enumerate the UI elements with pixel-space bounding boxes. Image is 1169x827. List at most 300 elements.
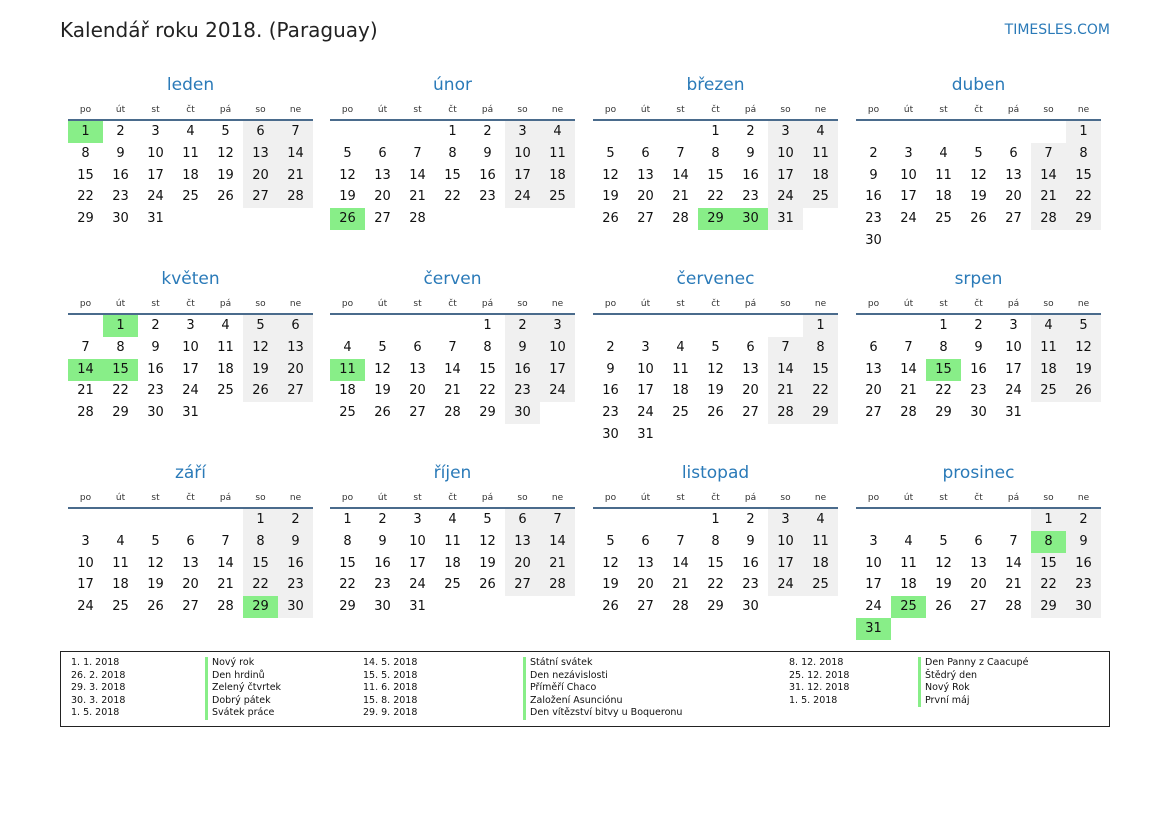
day-cell: 30 (278, 596, 313, 618)
month-leden (68, 75, 313, 265)
day-cell: 25 (1031, 380, 1066, 402)
day-cell: 6 (641, 145, 650, 161)
weekday-label: pá (744, 299, 757, 309)
day-cell: 12 (602, 167, 619, 183)
day-cell: 18 (339, 383, 356, 399)
weekday-label: ne (289, 493, 302, 503)
day-cell: 22 (707, 577, 724, 593)
day-cell: 4 (803, 509, 838, 531)
day-cell: 30 (1066, 596, 1101, 618)
day-cell: 26 (217, 189, 234, 205)
day-cell: 11 (803, 531, 838, 553)
day-cell: 5 (939, 533, 948, 549)
day-cell: 22 (1066, 186, 1101, 208)
day-cell: 26 (479, 577, 496, 593)
day-cell: 5 (378, 339, 387, 355)
day-cell: 31 (147, 211, 164, 227)
month-červenec (593, 269, 838, 459)
day-cell: 7 (413, 145, 422, 161)
day-cell: 23 (865, 211, 882, 227)
month-listopad (593, 463, 838, 653)
day-cell: 10 (182, 339, 199, 355)
day-cell: 18 (1031, 359, 1066, 381)
day-cell: 22 (243, 574, 278, 596)
day-cell: 17 (1005, 361, 1022, 377)
weekday-label: pá (1007, 105, 1020, 115)
day-cell: 18 (672, 383, 689, 399)
day-cell: 30 (505, 402, 540, 424)
legend-holiday-name: Den nezávislosti (530, 669, 608, 681)
day-cell: 25 (672, 405, 689, 421)
weekday-label: so (517, 105, 528, 115)
legend-date: 14. 5. 2018 (363, 657, 418, 668)
day-cell: 27 (742, 405, 759, 421)
legend-names-2 (523, 657, 682, 720)
day-cell: 25 (112, 599, 129, 615)
day-cell: 1 (711, 124, 720, 139)
day-cell: 7 (1009, 533, 1018, 549)
day-cell: 12 (147, 555, 164, 571)
site-link[interactable]: TIMESLES.COM (1004, 22, 1110, 38)
day-cell: 20 (182, 577, 199, 593)
day-cell: 17 (409, 555, 426, 571)
day-cell: 29 (1031, 596, 1066, 618)
day-cell: 16 (147, 361, 164, 377)
day-cell: 15 (707, 555, 724, 571)
day-cell: 9 (151, 339, 160, 355)
day-cell: 14 (672, 167, 689, 183)
day-cell: 8 (711, 533, 720, 549)
day-cell: 17 (900, 189, 917, 205)
legend-holiday-name: Státní svátek (530, 657, 593, 668)
day-cell: 9 (746, 145, 755, 161)
day-cell: 29 (803, 402, 838, 424)
weekday-label: ne (551, 299, 564, 309)
legend-names-3 (918, 657, 1028, 707)
day-cell: 5 (151, 533, 160, 549)
day-cell: 6 (505, 509, 540, 531)
weekday-label: ne (1077, 493, 1090, 503)
day-cell: 4 (448, 512, 457, 527)
day-cell: 1 (483, 318, 492, 333)
day-cell: 10 (865, 555, 882, 571)
weekday-label: út (903, 105, 914, 115)
day-cell: 20 (243, 165, 278, 187)
day-cell: 18 (217, 361, 234, 377)
holiday-day-cell: 14 (68, 359, 103, 381)
legend-holiday-name: Svátek práce (212, 707, 275, 719)
day-cell: 21 (672, 189, 689, 205)
day-cell: 21 (1031, 186, 1066, 208)
day-cell: 8 (243, 531, 278, 553)
day-cell: 5 (606, 145, 615, 161)
weekday-label: pá (481, 493, 494, 503)
day-cell: 16 (742, 555, 759, 571)
day-cell: 26 (147, 599, 164, 615)
day-cell: 16 (602, 383, 619, 399)
day-cell: 17 (540, 359, 575, 381)
weekday-label: st (939, 493, 948, 503)
day-cell: 25 (217, 383, 234, 399)
day-cell: 13 (278, 337, 313, 359)
day-cell: 6 (746, 339, 755, 355)
holiday-day-cell: 15 (926, 359, 961, 381)
day-cell: 10 (505, 143, 540, 165)
day-cell: 15 (77, 167, 94, 183)
legend-holiday-name: Zelený čtvrtek (212, 682, 282, 694)
legend-holiday-name: Založení Asunciónu (530, 694, 623, 706)
day-cell: 13 (637, 167, 654, 183)
day-cell: 21 (217, 577, 234, 593)
day-cell: 30 (374, 599, 391, 615)
day-cell: 18 (803, 165, 838, 187)
holiday-legend (60, 651, 1110, 727)
day-cell: 8 (116, 339, 125, 355)
day-cell: 1 (243, 509, 278, 531)
day-cell: 28 (900, 405, 917, 421)
day-cell: 2 (483, 124, 492, 139)
month-březen (593, 75, 838, 265)
day-cell: 21 (77, 383, 94, 399)
day-cell: 24 (505, 186, 540, 208)
day-cell: 23 (742, 577, 759, 593)
month-prosinec (856, 463, 1101, 653)
day-cell: 19 (147, 577, 164, 593)
month-name: prosinec (942, 463, 1015, 483)
day-cell: 19 (970, 189, 987, 205)
day-cell: 26 (374, 405, 391, 421)
day-cell: 21 (409, 189, 426, 205)
month-září (68, 463, 313, 653)
weekday-label: so (1043, 299, 1054, 309)
day-cell: 31 (182, 405, 199, 421)
day-cell: 10 (900, 167, 917, 183)
day-cell: 28 (672, 211, 689, 227)
day-cell: 11 (803, 143, 838, 165)
day-cell: 6 (378, 145, 387, 161)
weekday-label: ne (814, 493, 827, 503)
legend-date: 15. 8. 2018 (363, 694, 418, 706)
day-cell: 7 (448, 339, 457, 355)
day-cell: 18 (900, 577, 917, 593)
day-cell: 28 (217, 599, 234, 615)
day-cell: 23 (970, 383, 987, 399)
legend-names-1 (205, 657, 281, 720)
day-cell: 24 (865, 599, 882, 615)
day-cell: 12 (707, 361, 724, 377)
month-name: červen (423, 269, 482, 289)
day-cell: 7 (221, 533, 230, 549)
weekday-label: st (151, 105, 160, 115)
day-cell: 26 (1066, 380, 1101, 402)
day-cell: 14 (900, 361, 917, 377)
day-cell: 1 (1066, 121, 1101, 143)
weekday-label: po (604, 105, 617, 115)
day-cell: 19 (374, 383, 391, 399)
weekday-label: čt (974, 299, 983, 309)
day-cell: 9 (974, 339, 983, 355)
day-cell: 17 (637, 383, 654, 399)
day-cell: 13 (970, 555, 987, 571)
day-cell: 30 (970, 405, 987, 421)
day-cell: 9 (746, 533, 755, 549)
weekday-label: pá (744, 493, 757, 503)
day-cell: 16 (112, 167, 129, 183)
day-cell: 14 (768, 359, 803, 381)
day-cell: 14 (1031, 165, 1066, 187)
weekday-label: pá (744, 105, 757, 115)
weekday-label: ne (289, 299, 302, 309)
day-cell: 7 (768, 337, 803, 359)
day-cell: 12 (374, 361, 391, 377)
month-name: červenec (676, 269, 755, 289)
day-cell: 6 (186, 533, 195, 549)
weekday-label: so (780, 493, 791, 503)
day-cell: 3 (505, 121, 540, 143)
day-cell: 14 (217, 555, 234, 571)
day-cell: 13 (1005, 167, 1022, 183)
day-cell: 23 (374, 577, 391, 593)
day-cell: 24 (182, 383, 199, 399)
day-cell: 24 (768, 574, 803, 596)
day-cell: 28 (1005, 599, 1022, 615)
day-cell: 25 (444, 577, 461, 593)
holiday-day-cell: 1 (68, 121, 103, 143)
day-cell: 28 (77, 405, 94, 421)
weekday-label: pá (481, 299, 494, 309)
month-name: březen (686, 75, 745, 95)
day-cell: 27 (243, 186, 278, 208)
day-cell: 5 (221, 124, 230, 139)
day-cell: 10 (637, 361, 654, 377)
day-cell: 11 (935, 167, 952, 183)
day-cell: 27 (865, 405, 882, 421)
day-cell: 29 (77, 211, 94, 227)
day-cell: 9 (116, 145, 125, 161)
day-cell: 13 (742, 361, 759, 377)
month-name: květen (161, 269, 220, 289)
day-cell: 4 (1031, 315, 1066, 337)
day-cell: 27 (970, 599, 987, 615)
day-cell: 15 (1031, 553, 1066, 575)
month-name: srpen (954, 269, 1003, 289)
day-cell: 20 (1005, 189, 1022, 205)
weekday-label: po (604, 299, 617, 309)
day-cell: 2 (151, 318, 160, 333)
day-cell: 16 (374, 555, 391, 571)
day-cell: 19 (339, 189, 356, 205)
day-cell: 21 (900, 383, 917, 399)
day-cell: 13 (637, 555, 654, 571)
day-cell: 12 (1066, 337, 1101, 359)
legend-date: 1. 1. 2018 (71, 657, 120, 668)
day-cell: 23 (479, 189, 496, 205)
day-cell: 2 (869, 145, 878, 161)
weekday-label: čt (186, 105, 195, 115)
weekday-label: st (676, 299, 685, 309)
day-cell: 2 (505, 315, 540, 337)
weekday-label: čt (974, 493, 983, 503)
day-cell: 3 (904, 145, 913, 161)
day-cell: 4 (939, 145, 948, 161)
day-cell: 8 (939, 339, 948, 355)
day-cell: 2 (378, 512, 387, 527)
holiday-day-cell: 25 (891, 596, 926, 618)
day-cell: 20 (742, 383, 759, 399)
day-cell: 20 (865, 383, 882, 399)
day-cell: 4 (116, 533, 125, 549)
month-květen (68, 269, 313, 459)
day-cell: 9 (278, 531, 313, 553)
day-cell: 28 (768, 402, 803, 424)
day-cell: 26 (243, 380, 278, 402)
day-cell: 12 (935, 555, 952, 571)
day-cell: 12 (243, 337, 278, 359)
weekday-label: út (377, 493, 388, 503)
day-cell: 19 (602, 577, 619, 593)
day-cell: 19 (935, 577, 952, 593)
holiday-day-cell: 1 (103, 315, 138, 337)
legend-holiday-name: První máj (925, 694, 970, 706)
day-cell: 12 (479, 533, 496, 549)
weekday-label: ne (814, 299, 827, 309)
day-cell: 17 (505, 165, 540, 187)
day-cell: 6 (641, 533, 650, 549)
day-cell: 3 (186, 318, 195, 333)
day-cell: 20 (278, 359, 313, 381)
day-cell: 20 (374, 189, 391, 205)
legend-date: 11. 6. 2018 (363, 682, 418, 694)
day-cell: 24 (900, 211, 917, 227)
legend-date: 1. 5. 2018 (789, 694, 838, 706)
day-cell: 27 (1005, 211, 1022, 227)
day-cell: 19 (602, 189, 619, 205)
day-cell: 17 (182, 361, 199, 377)
weekday-label: st (676, 105, 685, 115)
weekday-label: čt (448, 105, 457, 115)
legend-holiday-name: Den hrdinů (212, 669, 265, 681)
day-cell: 1 (711, 512, 720, 527)
weekday-label: po (604, 493, 617, 503)
day-cell: 10 (540, 337, 575, 359)
day-cell: 10 (147, 145, 164, 161)
day-cell: 1 (803, 315, 838, 337)
legend-date: 15. 5. 2018 (363, 669, 418, 681)
day-cell: 31 (637, 427, 654, 442)
day-cell: 9 (606, 361, 615, 377)
weekday-label: st (413, 105, 422, 115)
weekday-label: po (79, 493, 92, 503)
day-cell: 12 (339, 167, 356, 183)
day-cell: 8 (711, 145, 720, 161)
weekday-label: pá (219, 493, 232, 503)
weekday-label: st (939, 299, 948, 309)
day-cell: 28 (672, 599, 689, 615)
day-cell: 30 (602, 427, 619, 442)
day-cell: 25 (935, 211, 952, 227)
day-cell: 22 (803, 380, 838, 402)
day-cell: 14 (540, 531, 575, 553)
day-cell: 10 (1005, 339, 1022, 355)
day-cell: 25 (339, 405, 356, 421)
legend-date: 8. 12. 2018 (789, 657, 844, 668)
legend-holiday-name: Den Panny z Caacupé (925, 657, 1029, 668)
day-cell: 11 (182, 145, 199, 161)
day-cell: 14 (409, 167, 426, 183)
weekday-label: út (377, 299, 388, 309)
day-cell: 3 (413, 512, 422, 527)
weekday-label: út (115, 299, 126, 309)
weekday-label: so (780, 299, 791, 309)
legend-dates-2 (363, 657, 417, 720)
day-cell: 13 (374, 167, 391, 183)
day-cell: 11 (540, 143, 575, 165)
weekday-label: ne (551, 493, 564, 503)
day-cell: 29 (479, 405, 496, 421)
day-cell: 11 (444, 533, 461, 549)
day-cell: 4 (186, 124, 195, 139)
day-cell: 25 (803, 186, 838, 208)
day-cell: 21 (672, 577, 689, 593)
day-cell: 26 (970, 211, 987, 227)
day-cell: 5 (974, 145, 983, 161)
legend-date: 26. 2. 2018 (71, 669, 126, 681)
day-cell: 6 (413, 339, 422, 355)
day-cell: 8 (803, 337, 838, 359)
day-cell: 28 (278, 186, 313, 208)
legend-date: 29. 3. 2018 (71, 682, 126, 694)
day-cell: 8 (448, 145, 457, 161)
day-cell: 16 (742, 167, 759, 183)
holiday-day-cell: 29 (243, 596, 278, 618)
weekday-label: pá (1007, 299, 1020, 309)
day-cell: 17 (865, 577, 882, 593)
legend-date: 31. 12. 2018 (789, 682, 850, 694)
weekday-label: pá (1007, 493, 1020, 503)
day-cell: 24 (147, 189, 164, 205)
weekday-label: po (867, 105, 880, 115)
day-cell: 20 (505, 553, 540, 575)
day-cell: 9 (483, 145, 492, 161)
day-cell: 25 (540, 186, 575, 208)
day-cell: 9 (378, 533, 387, 549)
day-cell: 19 (707, 383, 724, 399)
weekday-label: čt (448, 299, 457, 309)
day-cell: 20 (970, 577, 987, 593)
day-cell: 29 (112, 405, 129, 421)
day-cell: 8 (81, 145, 90, 161)
day-cell: 4 (904, 533, 913, 549)
day-cell: 26 (602, 599, 619, 615)
weekday-label: st (676, 493, 685, 503)
day-cell: 13 (182, 555, 199, 571)
day-cell: 22 (479, 383, 496, 399)
weekday-label: čt (711, 493, 720, 503)
month-říjen (330, 463, 575, 653)
day-cell: 21 (278, 165, 313, 187)
day-cell: 15 (444, 167, 461, 183)
month-únor (330, 75, 575, 265)
holiday-day-cell: 30 (733, 208, 768, 230)
day-cell: 5 (483, 512, 492, 527)
month-name: duben (951, 75, 1006, 95)
day-cell: 15 (1066, 165, 1101, 187)
legend-date: 29. 9. 2018 (363, 707, 418, 719)
day-cell: 4 (343, 339, 352, 355)
day-cell: 2 (974, 318, 983, 333)
weekday-label: so (1043, 493, 1054, 503)
weekday-label: po (341, 105, 354, 115)
